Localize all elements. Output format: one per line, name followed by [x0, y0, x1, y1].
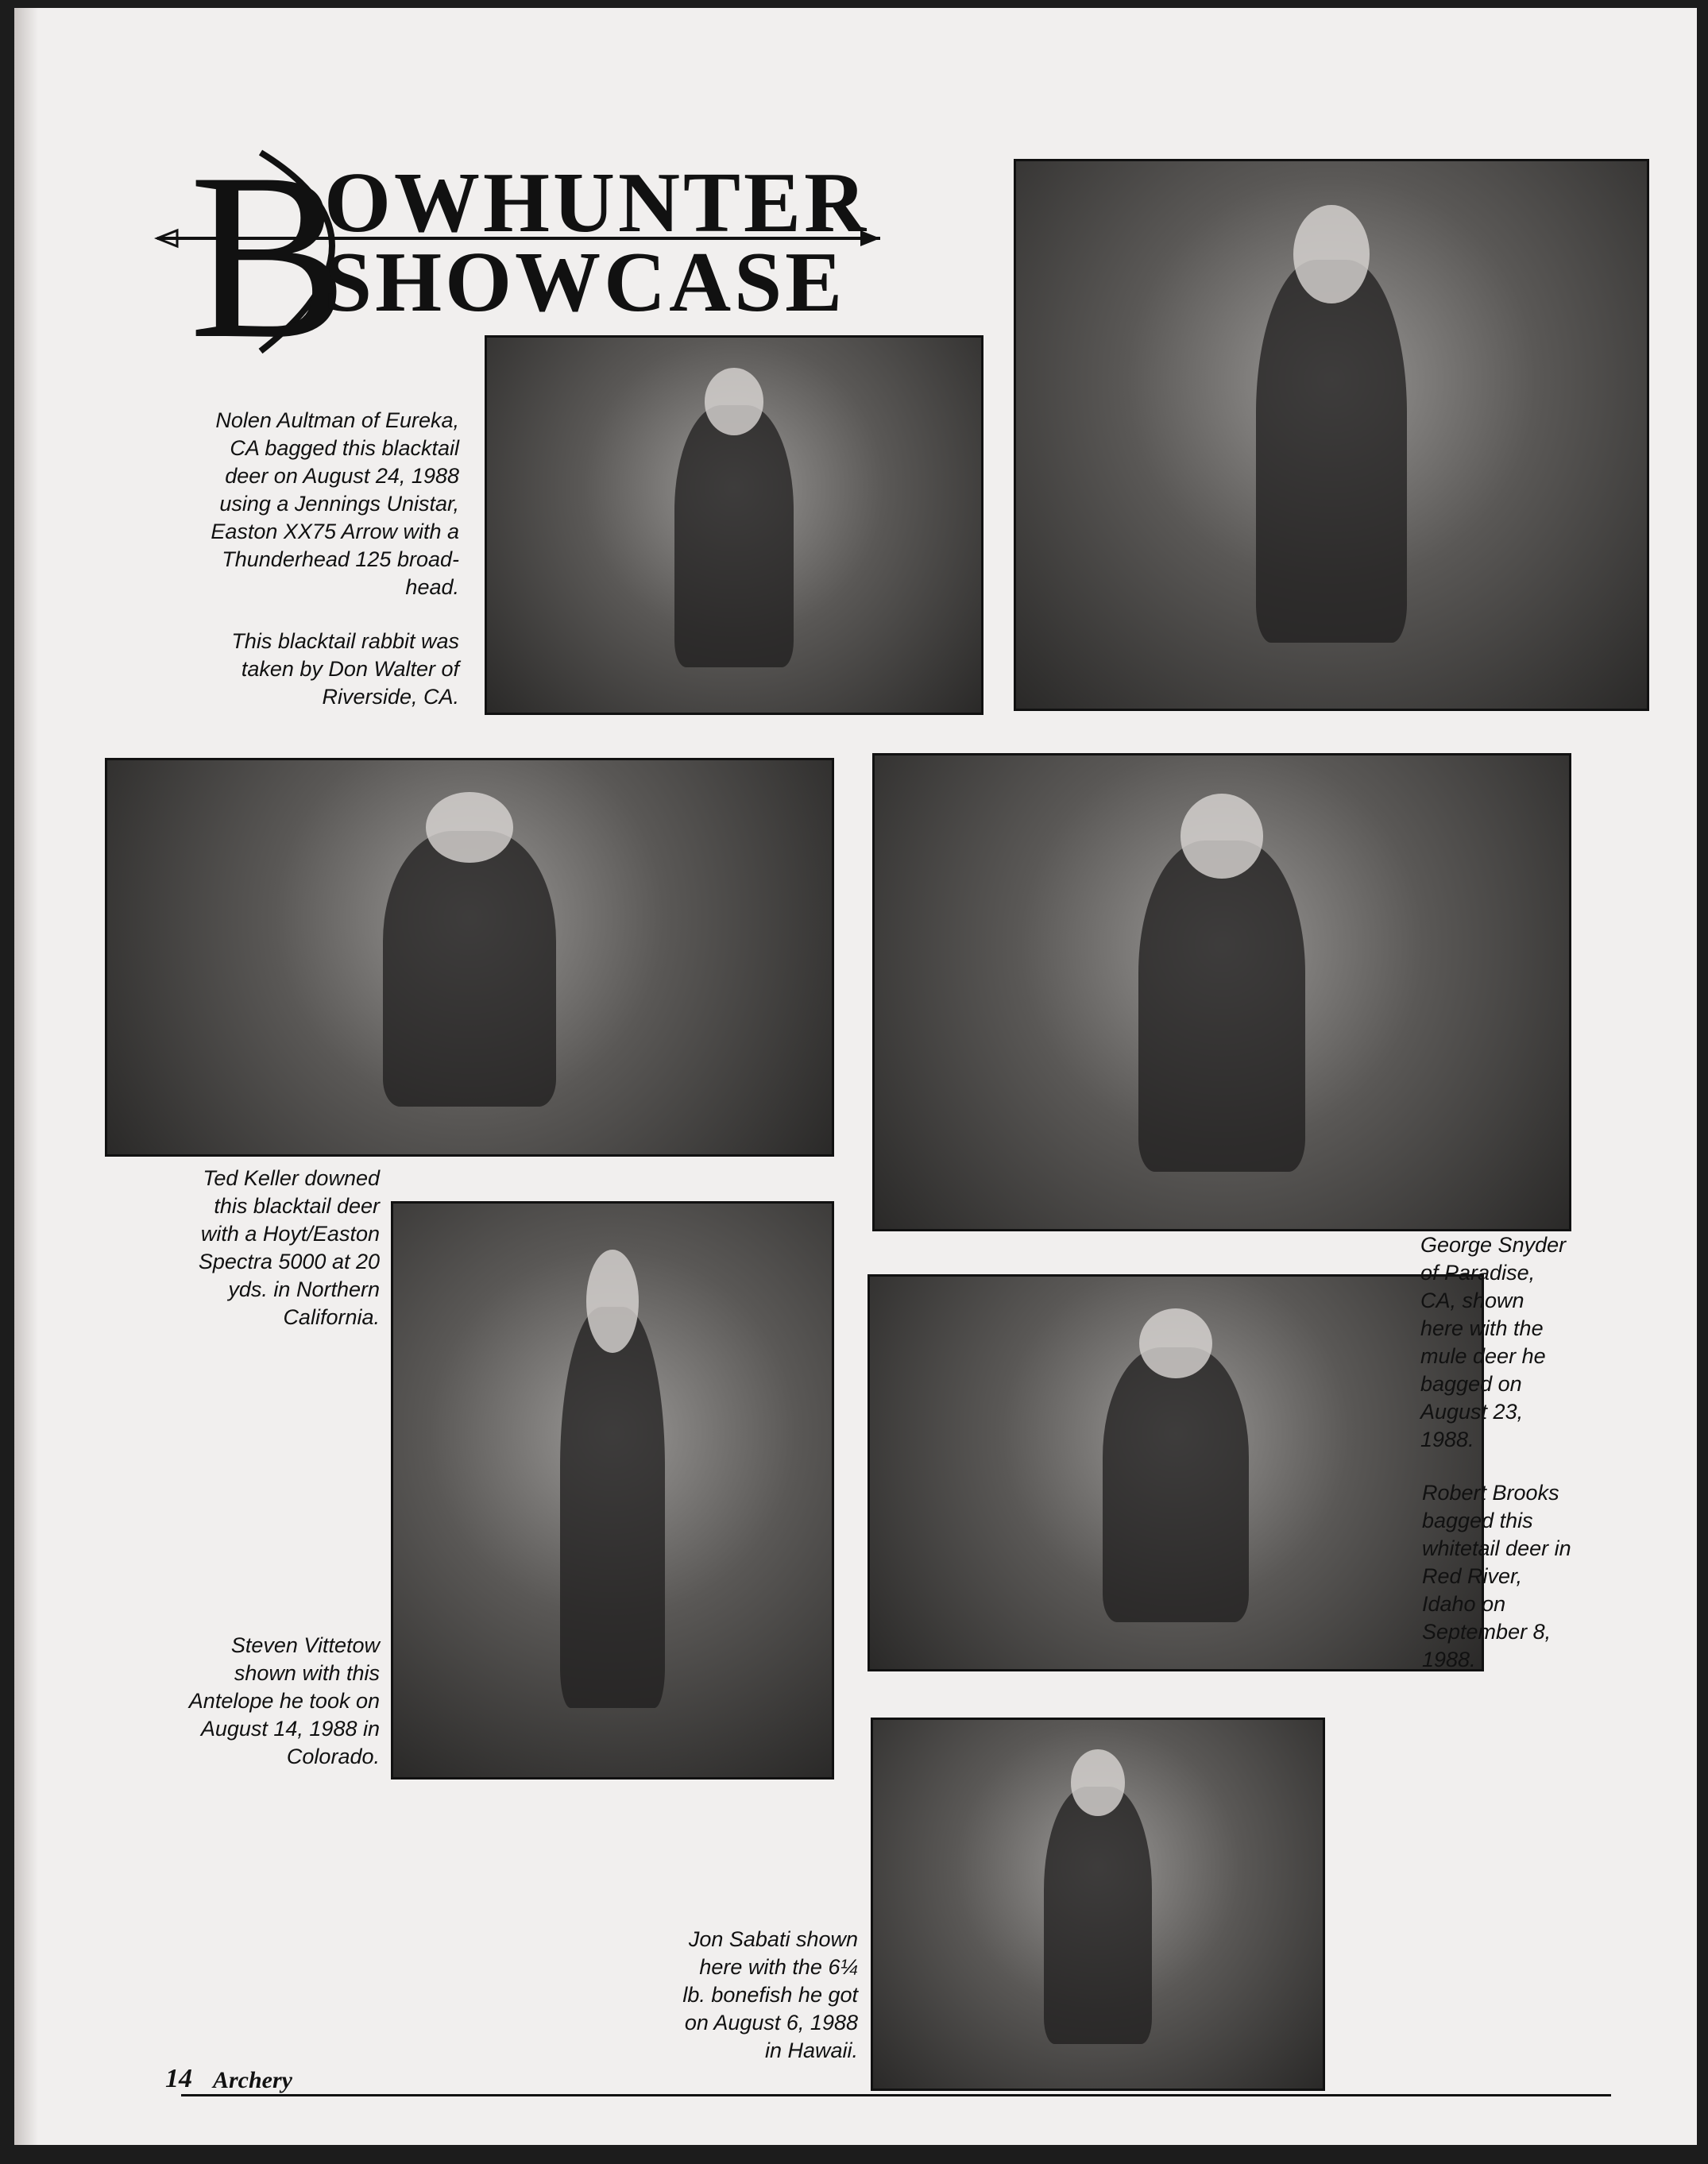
logo-title-line1: OWHUNTER	[324, 156, 870, 250]
logo-title-line2: SHOWCASE	[324, 235, 846, 330]
photo-sabati-bonefish	[871, 1718, 1325, 2091]
caption-brooks: Robert Brooks bagged this whitetail deer in Red River, Idaho on September 8, 1988.	[1422, 1481, 1571, 1671]
logo-initial-b: B	[189, 124, 349, 388]
magazine-name: Archery	[213, 2067, 292, 2093]
caption-vittetow: Steven Vittetow shown with this Antelope he took on August 14, 1988 in Colorado.	[188, 1633, 380, 1768]
caption-keller: Ted Keller downed this blacktail deer with a Hoyt/Easton Spectra 5000 at 20 yds. in Northern California.	[198, 1166, 380, 1329]
caption-snyder: George Snyder of Paradise, CA, shown here with the mule deer he bagged on August 23, 1988.	[1420, 1233, 1567, 1451]
page-spine-shadow	[14, 8, 38, 2145]
footer-rule	[181, 2094, 1611, 2096]
caption-walter: This blacktail rabbit was taken by Don Walter of Riverside, CA.	[231, 629, 459, 709]
photo-walter-rabbit	[1014, 159, 1649, 711]
photo-aultman-deer	[485, 335, 983, 715]
magazine-page	[14, 8, 1697, 2145]
photo-vittetow-antelope	[391, 1201, 834, 1780]
photo-brooks-whitetail	[868, 1274, 1484, 1671]
bowhunter-showcase-logo	[141, 124, 896, 388]
photo-snyder-mule-deer	[872, 753, 1571, 1231]
photo-keller-deer	[105, 758, 834, 1157]
caption-aultman: Nolen Aultman of Eureka, CA bagged this blacktail deer on August 24, 1988 using a Jennings Unistar, Easton XX75 Arrow with a Thunderhead 125 broad- head.	[211, 408, 459, 599]
page-number: 14	[165, 2064, 192, 2093]
caption-sabati: Jon Sabati shown here with the 6¼ lb. bonefish he got on August 6, 1988 in Hawaii.	[682, 1927, 858, 2062]
